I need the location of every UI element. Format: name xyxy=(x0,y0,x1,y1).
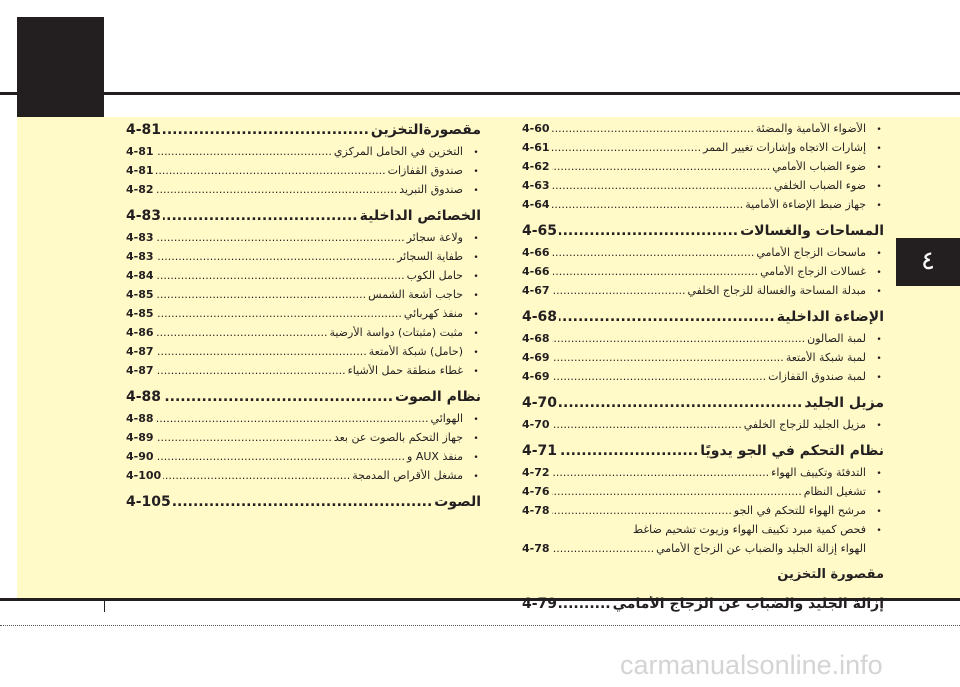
toc-entry-title: منفذ كهربائي xyxy=(403,307,463,320)
toc-entry[interactable] xyxy=(126,269,481,288)
bullet-icon: • xyxy=(876,373,882,383)
dot-leader xyxy=(552,370,767,383)
toc-entry[interactable] xyxy=(522,504,884,523)
toc-section-heading[interactable] xyxy=(522,395,884,418)
dot-leader xyxy=(156,164,386,177)
toc-entry[interactable] xyxy=(522,332,884,351)
toc-entry-title: لمبة شبكة الأمتعة xyxy=(785,351,866,364)
toc-entry[interactable] xyxy=(522,351,884,370)
bullet-icon: • xyxy=(473,167,479,177)
toc-entry-page: 4-71 xyxy=(522,443,558,459)
toc-entry-page: 4-70 xyxy=(522,395,558,411)
dot-leader xyxy=(559,395,802,411)
toc-entry-page: 4-83 xyxy=(126,231,154,244)
dot-leader xyxy=(156,326,328,339)
toc-entry[interactable] xyxy=(126,183,481,202)
toc-entry[interactable] xyxy=(522,265,884,284)
bullet-icon: • xyxy=(876,354,882,364)
toc-entry-title: نظام التحكم في الجو يدويًا xyxy=(700,443,884,459)
toc-entry[interactable] xyxy=(522,198,884,217)
toc-entry-page: 4-84 xyxy=(126,269,154,282)
bullet-icon: • xyxy=(473,186,479,196)
toc-entry-title: فحص كمية مبرد تكييف الهواء وزيوت تشحيم ضاغط xyxy=(632,523,866,536)
bullet-icon: • xyxy=(473,415,479,425)
toc-entry-page: 4-66 xyxy=(522,265,550,278)
toc-entry-page: 4-85 xyxy=(126,288,154,301)
toc-entry-title: مقصورة التخزين xyxy=(777,567,884,582)
toc-entry-title: الأضواء الأمامية والمضئة xyxy=(755,122,866,135)
toc-entry-page: 4-88 xyxy=(126,412,154,425)
toc-entry-title: صندوق التبريد xyxy=(399,183,463,196)
toc-entry-title: مرشح الهواء للتحكم في الجو xyxy=(733,504,866,517)
toc-entry[interactable] xyxy=(126,364,481,383)
bullet-icon: • xyxy=(876,144,882,154)
dot-leader xyxy=(552,542,655,555)
dot-leader xyxy=(173,494,433,510)
toc-entry-page: 4-81 xyxy=(126,164,154,177)
dot-leader xyxy=(163,389,393,405)
dot-leader xyxy=(156,231,405,244)
toc-entry[interactable] xyxy=(126,307,481,326)
toc-section-heading[interactable] xyxy=(522,567,884,590)
toc-entry-title: ماسحات الزجاج الأمامي xyxy=(756,246,866,259)
toc-entry[interactable] xyxy=(126,326,481,345)
toc-entry[interactable] xyxy=(522,485,884,504)
toc-entry[interactable] xyxy=(126,345,481,364)
bullet-icon: • xyxy=(876,125,882,135)
toc-entry-title: ضوء الضباب الخلفي xyxy=(773,179,866,192)
toc-entry-title: إزالة الجليد والضباب عن الزجاج الأمامي xyxy=(612,596,884,612)
toc-entry-page: 4-72 xyxy=(522,466,550,479)
bullet-icon: • xyxy=(876,421,882,431)
toc-section-heading[interactable] xyxy=(522,309,884,332)
toc-entry-title: لمبة صندوق القفازات xyxy=(768,370,866,383)
toc-entry[interactable] xyxy=(126,145,481,164)
bullet-icon: • xyxy=(876,526,882,536)
toc-section-heading[interactable] xyxy=(522,443,884,466)
bullet-icon: • xyxy=(473,472,479,482)
dot-leader xyxy=(156,412,429,425)
toc-entry-page: 4-68 xyxy=(522,309,558,325)
toc-entry-page: 4-83 xyxy=(126,250,154,263)
toc-entry-page: 4-79 xyxy=(522,596,558,612)
toc-entry-title: مزيل الجليد للزجاج الخلفي xyxy=(743,418,866,431)
bullet-icon: • xyxy=(876,163,882,173)
toc-section-heading[interactable] xyxy=(126,389,481,412)
dot-leader xyxy=(552,504,732,517)
dot-leader xyxy=(156,364,346,377)
toc-entry[interactable] xyxy=(126,412,481,431)
dot-leader xyxy=(559,309,775,325)
toc-entry-title: حاجب أشعة الشمس xyxy=(368,288,463,301)
dot-leader xyxy=(156,450,405,463)
toc-entry[interactable] xyxy=(126,288,481,307)
toc-entry-page: 4-60 xyxy=(522,122,550,135)
dot-leader xyxy=(156,250,396,263)
toc-entry-page: 4-100 xyxy=(126,469,162,482)
toc-entry[interactable] xyxy=(126,250,481,269)
toc-entry-title: الهواء إزالة الجليد والضباب عن الزجاج الأمامي xyxy=(656,542,866,555)
dot-leader xyxy=(552,332,806,345)
toc-entry-title: مثبت (مثبتات) دواسة الأرضية xyxy=(329,326,463,339)
toc-entry-title: مشغل الأقراص المدمجة xyxy=(352,469,463,482)
toc-entry-page: 4-68 xyxy=(522,332,550,345)
bullet-icon: • xyxy=(473,148,479,158)
bullet-icon: • xyxy=(473,272,479,282)
toc-entry-page: 4-90 xyxy=(126,450,154,463)
toc-entry-title: جهاز التحكم بالصوت عن بعد xyxy=(333,431,463,444)
toc-entry[interactable] xyxy=(522,370,884,389)
dot-leader xyxy=(552,284,686,297)
toc-entry-title: حامل الكوب xyxy=(406,269,463,282)
toc-left-column xyxy=(126,122,481,517)
toc-entry-page: 4-81 xyxy=(126,122,162,138)
bullet-icon: • xyxy=(876,488,882,498)
footer-tick xyxy=(104,598,105,612)
dot-leader xyxy=(163,469,350,482)
toc-entry-title: غطاء منطقة حمل الأشياء xyxy=(347,364,463,377)
bullet-icon: • xyxy=(473,367,479,377)
toc-entry-page: 4-87 xyxy=(126,364,154,377)
toc-entry-title: ولاعة سجائر xyxy=(406,231,463,244)
toc-entry-page: 4-70 xyxy=(522,418,550,431)
watermark-text: carmanualsonline.info xyxy=(620,650,883,680)
toc-entry-title: مبدلة المساحة والغسالة للزجاج الخلفي xyxy=(687,284,866,297)
toc-entry-page: 4-85 xyxy=(126,307,154,320)
toc-entry-title: تشغيل النظام xyxy=(803,485,866,498)
bullet-icon: • xyxy=(876,469,882,479)
dot-leader xyxy=(552,485,802,498)
toc-section-heading[interactable] xyxy=(522,223,884,246)
toc-entry[interactable] xyxy=(126,450,481,469)
dot-leader xyxy=(156,183,398,196)
toc-entry[interactable] xyxy=(126,469,481,488)
dot-leader xyxy=(552,418,742,431)
bullet-icon: • xyxy=(473,234,479,244)
toc-entry-title: منفذ AUX و xyxy=(407,450,463,463)
toc-entry-page: 4-86 xyxy=(126,326,154,339)
toc-entry-page: 4-62 xyxy=(522,160,550,173)
toc-entry-page: 4-83 xyxy=(126,208,162,224)
toc-entry-title: ضوء الضباب الأمامي xyxy=(772,160,866,173)
toc-entry[interactable] xyxy=(522,246,884,265)
bullet-icon: • xyxy=(473,253,479,263)
bullet-icon: • xyxy=(473,310,479,320)
toc-section-heading[interactable] xyxy=(126,122,481,145)
bullet-icon: • xyxy=(473,453,479,463)
bullet-icon: • xyxy=(473,348,479,358)
dot-leader xyxy=(163,208,358,224)
toc-entry-title: نظام الصوت xyxy=(395,389,481,405)
toc-entry[interactable] xyxy=(522,523,884,542)
toc-entry[interactable] xyxy=(522,179,884,198)
dotted-divider xyxy=(0,625,960,626)
toc-entry-page: 4-82 xyxy=(126,183,154,196)
toc-section-heading[interactable] xyxy=(126,494,481,517)
toc-entry-page: 4-63 xyxy=(522,179,550,192)
toc-entry-title: إشارات الاتجاه وإشارات تغيير الممر xyxy=(703,141,866,154)
dot-leader xyxy=(552,141,702,154)
dot-leader xyxy=(156,345,367,358)
toc-entry-page: 4-78 xyxy=(522,504,550,517)
toc-entry-title: التخزين في الحامل المركزي xyxy=(333,145,463,158)
toc-entry[interactable] xyxy=(522,466,884,485)
toc-section-heading[interactable] xyxy=(522,542,884,561)
toc-entry[interactable] xyxy=(126,231,481,250)
bullet-icon: • xyxy=(473,291,479,301)
toc-entry-page: 4-67 xyxy=(522,284,550,297)
toc-entry-page: 4-89 xyxy=(126,431,154,444)
bullet-icon: • xyxy=(473,329,479,339)
chapter-black-tab xyxy=(17,17,104,117)
toc-entry-title: التدفئة وتكييف الهواء xyxy=(771,466,866,479)
bullet-icon: • xyxy=(876,182,882,192)
toc-entry-page: 4-69 xyxy=(522,351,550,364)
dot-leader xyxy=(559,223,738,239)
dot-leader xyxy=(552,351,784,364)
dot-leader xyxy=(552,466,770,479)
toc-entry[interactable] xyxy=(522,418,884,437)
toc-section-heading[interactable] xyxy=(522,596,884,619)
toc-entry-title: الإضاءة الداخلية xyxy=(776,309,884,325)
toc-entry-title: الهوائي xyxy=(430,412,463,425)
toc-entry-page: 4-87 xyxy=(126,345,154,358)
dot-leader xyxy=(559,596,611,612)
toc-entry-title: مقصورةالتخزين xyxy=(370,122,481,138)
toc-entry-page: 4-76 xyxy=(522,485,550,498)
toc-entry-page: 4-78 xyxy=(522,542,550,555)
chapter-number-tab[interactable]: ٤ xyxy=(896,238,960,286)
toc-entry-title: المساحات والغسالات xyxy=(740,223,884,239)
dot-leader xyxy=(552,122,754,135)
toc-entry-page: 4-65 xyxy=(522,223,558,239)
dot-leader xyxy=(156,307,402,320)
dot-leader xyxy=(156,288,367,301)
toc-entry-title: لمبة الصالون xyxy=(807,332,866,345)
dot-leader xyxy=(552,265,759,278)
bullet-icon: • xyxy=(876,287,882,297)
toc-entry-title: مزيل الجليد xyxy=(804,395,884,411)
bullet-icon: • xyxy=(473,434,479,444)
toc-section-heading[interactable] xyxy=(126,208,481,231)
dot-leader xyxy=(156,145,332,158)
toc-entry-title: طفاية السجائر xyxy=(397,250,463,263)
toc-entry[interactable] xyxy=(126,164,481,183)
bullet-icon: • xyxy=(876,201,882,211)
dot-leader xyxy=(552,179,772,192)
toc-entry-title: غسالات الزجاج الأمامي xyxy=(760,265,866,278)
toc-entry[interactable] xyxy=(522,284,884,303)
toc-entry-page: 4-105 xyxy=(126,494,171,510)
toc-entry-page: 4-81 xyxy=(126,145,154,158)
dot-leader xyxy=(156,431,332,444)
toc-entry[interactable] xyxy=(522,141,884,160)
toc-right-column xyxy=(522,122,884,619)
dot-leader xyxy=(552,198,744,211)
toc-entry[interactable] xyxy=(522,160,884,179)
toc-entry-title: جهاز ضبط الإضاءة الأمامية xyxy=(745,198,866,211)
toc-entry-page: 4-69 xyxy=(522,370,550,383)
toc-entry-page: 4-64 xyxy=(522,198,550,211)
bullet-icon: • xyxy=(876,268,882,278)
bullet-icon: • xyxy=(876,249,882,259)
toc-entry[interactable] xyxy=(126,431,481,450)
toc-entry-title: صندوق القفازات xyxy=(387,164,463,177)
top-rule xyxy=(0,92,960,95)
toc-entry-page: 4-66 xyxy=(522,246,550,259)
toc-entry-page: 4-61 xyxy=(522,141,550,154)
dot-leader xyxy=(552,246,755,259)
toc-entry-page: 4-88 xyxy=(126,389,162,405)
dot-leader xyxy=(559,443,698,459)
toc-entry[interactable] xyxy=(522,122,884,141)
dot-leader xyxy=(552,160,771,173)
bullet-icon: • xyxy=(876,335,882,345)
bullet-icon: • xyxy=(876,507,882,517)
toc-entry-title: الخصائص الداخلية xyxy=(359,208,481,224)
toc-entry-title: الصوت xyxy=(434,494,481,510)
dot-leader xyxy=(163,122,369,138)
dot-leader xyxy=(156,269,405,282)
toc-entry-title: (حامل) شبكة الأمتعة xyxy=(368,345,463,358)
